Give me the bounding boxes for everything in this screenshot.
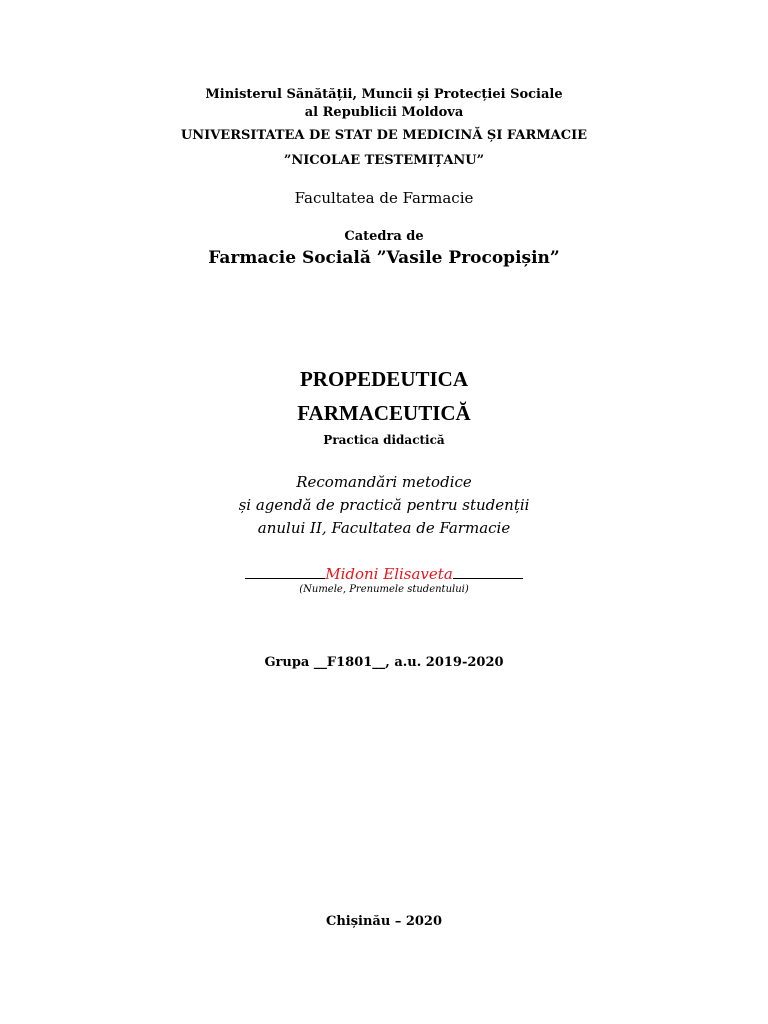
faculty-name: Facultatea de Farmacie — [294, 189, 474, 207]
student-name-row — [0, 565, 768, 582]
document-subtitle: Practica didactică — [323, 433, 445, 447]
catedra-name: Farmacie Socială ”Vasile Procopișin” — [208, 248, 560, 268]
name-underline-left — [245, 565, 325, 579]
city-year: Chișinău – 2020 — [325, 914, 443, 929]
document-title-line-2: FARMACEUTICĂ — [297, 401, 471, 425]
ministry-line-1: Ministerul Sănătății, Muncii și Protecției Sociale — [205, 87, 563, 102]
student-name: Midoni Elisaveta — [325, 565, 453, 583]
document-title-line-1: PROPEDEUTICA — [299, 367, 468, 391]
description-line-1: Recomandări metodice — [296, 473, 472, 491]
university-line-2: ”NICOLAE TESTEMIȚANU” — [283, 153, 485, 168]
description-line-3: anului II, Facultatea de Farmacie — [257, 519, 511, 537]
name-underline-right — [453, 565, 523, 579]
student-name-caption: (Numele, Prenumele studentului) — [299, 584, 469, 595]
university-line-1: UNIVERSITATEA DE STAT DE MEDICINĂ ȘI FARMACIE — [180, 128, 588, 143]
group-info: Grupa __F1801__, a.u. 2019-2020 — [264, 655, 504, 670]
ministry-line-2: al Republicii Moldova — [304, 105, 464, 120]
description-line-2: și agendă de practică pentru studenții — [238, 496, 530, 514]
catedra-label: Catedra de — [344, 229, 424, 244]
